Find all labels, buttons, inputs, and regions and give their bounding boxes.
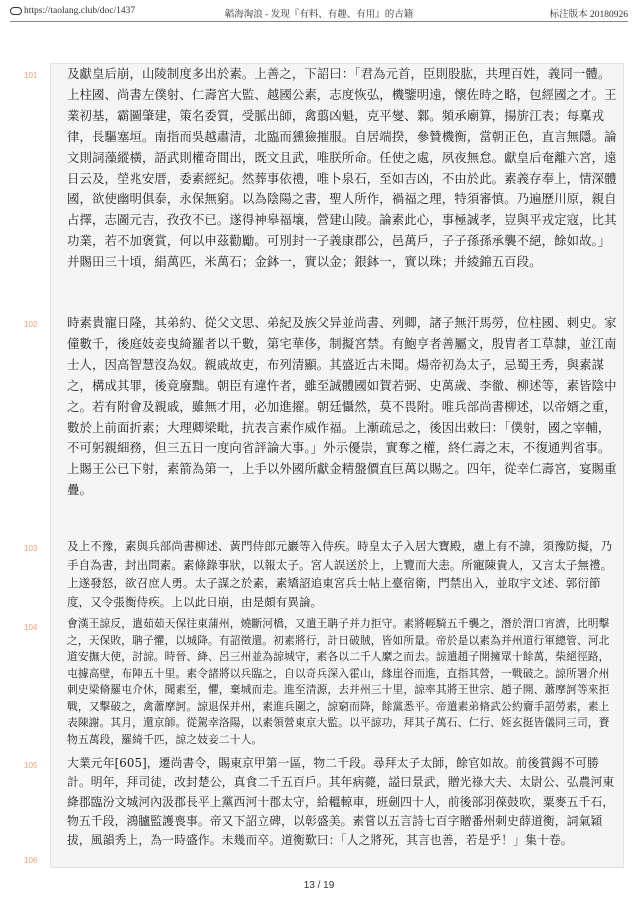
text-panel bbox=[24, 63, 624, 868]
paragraph-text: 時素貴寵日隆，其弟約、從父文思、弟紀及族父异並尚書、列卿，諸子無汗馬勞，位柱國、刺史。家僮數千，後庭妓妾曳綺羅者以千數，第宅華侈，制擬宮禁。有鮑亨者善屬文，殷胄者工草隸，並江南士人，因高智慧沒為奴。親戚故吏，布列清顯。其盛近古未聞。煬帝初為太子，忌蜀王秀，與素謀之，構成其罪，後竟廢黜。朝臣有違忤者，雖至誠體國如賀若弼、史萬歲、李徹、柳述等，素皆陰中之。若有附會及親戚，雖無才用，必加進擢。朝廷懾然，莫不畏附。唯兵部尚書柳述，以帝婿之重，數於上前面折素；大理卿梁毗，抗表言素作威作福。上漸疏忌之，後因出敕曰：「僕射，國之宰輔，不可躬親細務，但三五日一度向省評論大事。」外示優崇，實奪之權，終仁壽之末，不復通判省事。上賜王公已下射，素箭為第一，上手以外國所獻金精盤價直巨萬以賜之。四年，從幸仁壽宮，宴賜重疊。 bbox=[67, 315, 617, 498]
line-number[interactable]: 101 bbox=[24, 71, 38, 80]
paragraph-text: 會漢王諒反，遣茹茹天保往東蒲州，燒斷河橋，又遣王聃子并力拒守。素將輕騎五千襲之，潛於渭口宵濟，比明擊之，天保敗，聃子懼，以城降。有詔徵還。初素將行，計日破賊，皆如所量。帝於是以素為并州道行軍總管、河北道安撫大使，討諒。時晉、絳、呂三州並為諒城守，素各以二千人縻之而去。諒遣趙子開擁眾十餘萬，柴絕徑路，屯據高壁，布陣五十里。素令諸將以兵臨之，自以奇兵深入霍山，緣崖谷而進，直指其營，一戰破之。諒所署介州刺史梁脩羅屯介休，聞素至，懼，棄城而走。進至清源，去并州三十里，諒率其將王世宗、趙子開、蕭摩訶等來拒戰，又擊破之，禽蕭摩訶。諒退保并州，素進兵圍之，諒窮而降，餘黨悉平。帝遣素弟脩武公約齎手詔勞素，素上表陳謝。其月，還京師。從駕幸洛陽，以素領營東京大監。以平諒功，拜其子萬石、仁行、姪玄挺皆儀同三司，賚物五萬段，羅綺千匹，諒之妓妾二十人。 bbox=[67, 617, 610, 746]
line-number[interactable]: 102 bbox=[24, 320, 38, 329]
line-number[interactable]: 105 bbox=[24, 761, 38, 770]
line-number[interactable]: 106 bbox=[24, 856, 38, 865]
source-url-text: https://taolang.club/doc/1437 bbox=[24, 6, 136, 16]
line-number[interactable]: 104 bbox=[24, 623, 38, 632]
site-title: 韜海淘浪 - 发现『有料、有趣、有用』的古籍 bbox=[224, 10, 414, 20]
version-label: 标注版本 20180926 bbox=[549, 10, 628, 20]
page-number: 13 / 19 bbox=[303, 880, 335, 891]
paragraph-text: 大業元年[605]，遷尚書令，賜東京甲第一區，物二千段。尋拜太子太師，餘官如故。前後賞錫不可勝計。明年，拜司徒，改封楚公，真食二千五百戶。其年病薨，謚曰景武，贈光祿大夫、太尉公、弘農河東絳郡臨汾文城河內汲郡長平上黨西河十郡太守，給轀輬車，班劍四十人，前後部羽葆鼓吹，粟麥五千石，物五千段，鴻臚監護喪事。帝又下詔立碑，以彰盛美。素嘗以五言詩七百字贈番州刺史薛道衡，詞氣穎拔，風韻秀上，為一時盛作。未幾而卒。道衡歎曰：「人之將死，其言也善，若是乎！」集十卷。 bbox=[67, 756, 615, 848]
paragraph-text: 及獻皇后崩，山陵制度多出於素。上善之，下詔曰：「君為元首，臣則股肱，共理百姓，義同一體。上柱國、尚書左僕射、仁壽宮大監、越國公素，志度恢弘，機鑒明遠，懷佐時之略，包經國之才。王業初基，霸圖肇建，策名委質，受脈出師，禽翦凶魁，克平燮、鄴。頻承廟算，揚旂江表；每稟戎律，長驅塞垣。南指而吳越肅清，北臨而獯獫摧服。自居端揆，參贊機衡，當朝正色，直言無隱。論文則詞藻縱橫，語武則權奇間出，既文且武，唯朕所命。任使之處，夙夜無怠。獻皇后奄離六宮，遠日云及，塋兆安厝，委素經紀。然葬事依禮，唯卜泉石，至如吉凶，不由於此。素義存奉上，情深體國，欲使幽明俱泰，永保無窮。以為陰陽之書，聖人所作，禍福之理，特須審慎。乃遍歷川原，親自占擇，志圖元吉，孜孜不已。遂得神皋福壤，營建山陵。論素此心，事極誠孝，豈與平戎定寇，比其功業，若不加褒賞，何以申茲勸勵。可別封一子義康郡公，邑萬戶，子子孫孫承襲不絕，餘如故。」并賜田三十頃，絹萬匹，米萬石；金鉢一，實以金；銀鉢一，實以珠；并綾錦五百段。 bbox=[67, 66, 617, 270]
line-number[interactable]: 103 bbox=[24, 544, 38, 553]
paragraph-text: 及上不豫，素與兵部尚書柳述、黃門侍郎元巖等入侍疾。時皇太子入居大寶殿，慮上有不諱，須豫防擬，乃手自為書，封出問素。素條錄事狀，以報太子。宮人誤送於上，上覽而大恚。所寵陳貴人，又言太子無禮。上遂發怒，欲召庶人勇。太子謀之於素，素矯詔追東宮兵士帖上臺宿衛，門禁出入，並取宇文述、郭衍節度，又令張衡侍疾。上以此日崩，由是頗有異論。 bbox=[67, 539, 613, 609]
page-header bbox=[10, 4, 628, 20]
header-divider bbox=[10, 21, 628, 22]
